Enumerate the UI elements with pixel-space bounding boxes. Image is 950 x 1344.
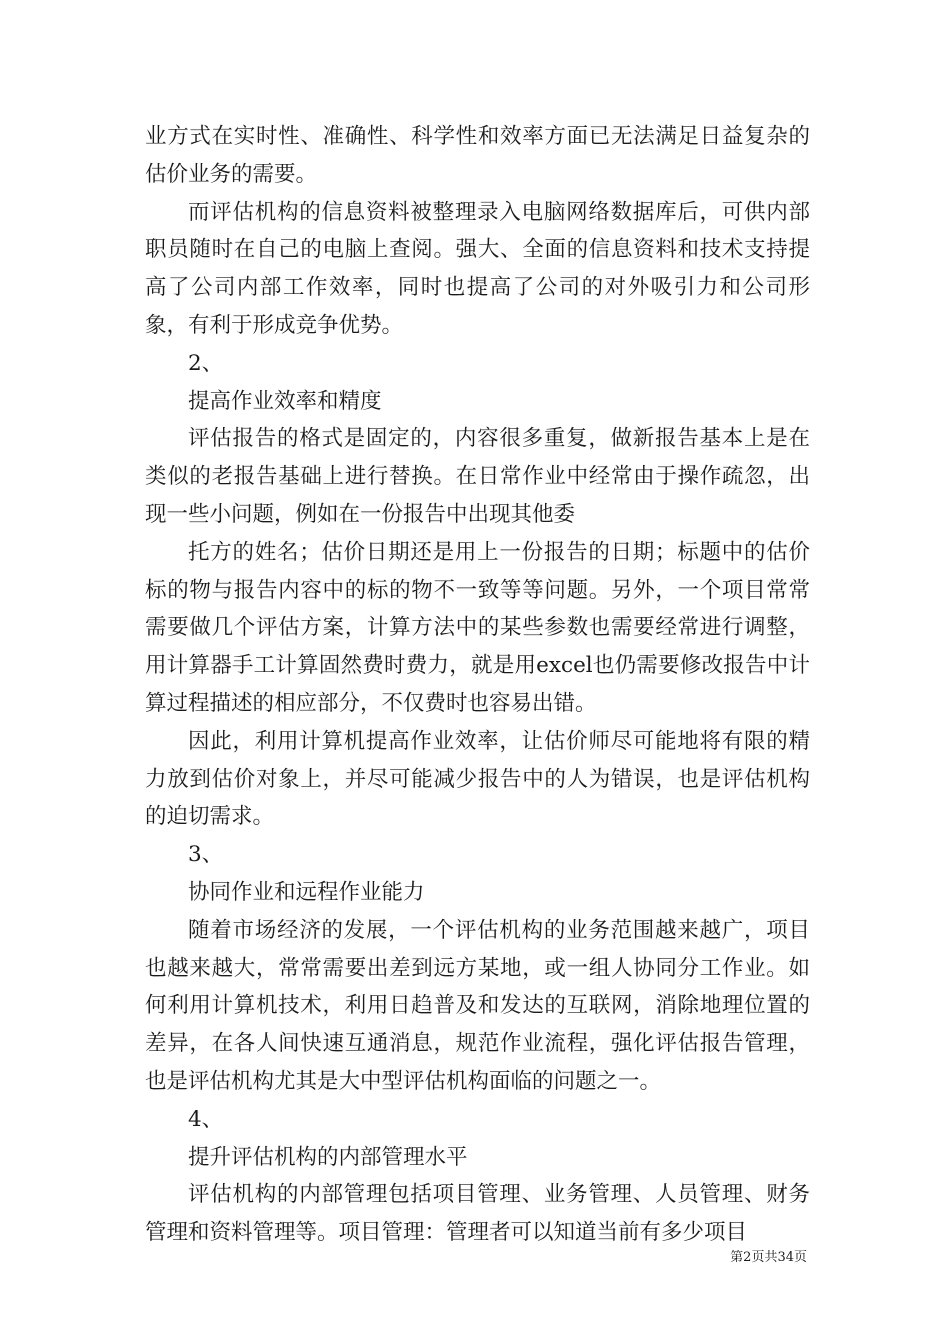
document-body [145, 118, 810, 1252]
section-heading: 协同作业和远程作业能力 [188, 879, 425, 905]
paragraph: 评估报告的格式是固定的，内容很多重复，做新报告基本上是在类似的老报告基础上进行替换。在日常作业中经常由于操作疏忽，出现一些小问题，例如在一份报告中出现其他委 [145, 426, 810, 527]
section-number: 2、 [188, 350, 224, 376]
paragraph: 托方的姓名；估价日期还是用上一份报告的日期；标题中的估价标的物与报告内容中的标的物不一致等等问题。另外，一个项目常常需要做几个评估方案，计算方法中的某些参数也需要经常进行调整，用计算器手工计算固然费时费力，就是用excel也仍需要修改报告中计算过程描述的相应部分，不仅费时也容易出错。 [145, 539, 810, 716]
section-heading: 提升评估机构的内部管理水平 [188, 1144, 468, 1170]
page-footer [730, 1246, 807, 1265]
paragraph: 因此，利用计算机提高作业效率，让估价师尽可能地将有限的精力放到估价对象上，并尽可能减少报告中的人为错误，也是评估机构的迫切需求。 [145, 728, 810, 830]
section-number: 3、 [188, 842, 224, 868]
paragraph: 评估机构的内部管理包括项目管理、业务管理、人员管理、财务管理和资料管理等。项目管理：管理者可以知道当前有多少项目 [145, 1182, 810, 1246]
paragraph: 业方式在实时性、准确性、科学性和效率方面已无法满足日益复杂的估价业务的需要。 [145, 124, 810, 187]
section-number: 4、 [188, 1106, 224, 1132]
paragraph: 而评估机构的信息资料被整理录入电脑网络数据库后，可供内部职员随时在自己的电脑上查阅。强大、全面的信息资料和技术支持提高了公司内部工作效率，同时也提高了公司的对外吸引力和公司形象，有利于形成竞争优势。 [145, 199, 810, 338]
paragraph: 随着市场经济的发展，一个评估机构的业务范围越来越广，项目也越来越大，常常需要出差到远方某地，或一组人协同分工作业。如何利用计算机技术，利用日趋普及和发达的互联网，消除地理位置的差异，在各人间快速互通消息，规范作业流程，强化评估报告管理，也是评估机构尤其是大中型评估机构面临的问题之一。 [145, 917, 810, 1094]
section-heading: 提高作业效率和精度 [188, 388, 382, 414]
page-number: 第2页共34页 [730, 1250, 807, 1265]
